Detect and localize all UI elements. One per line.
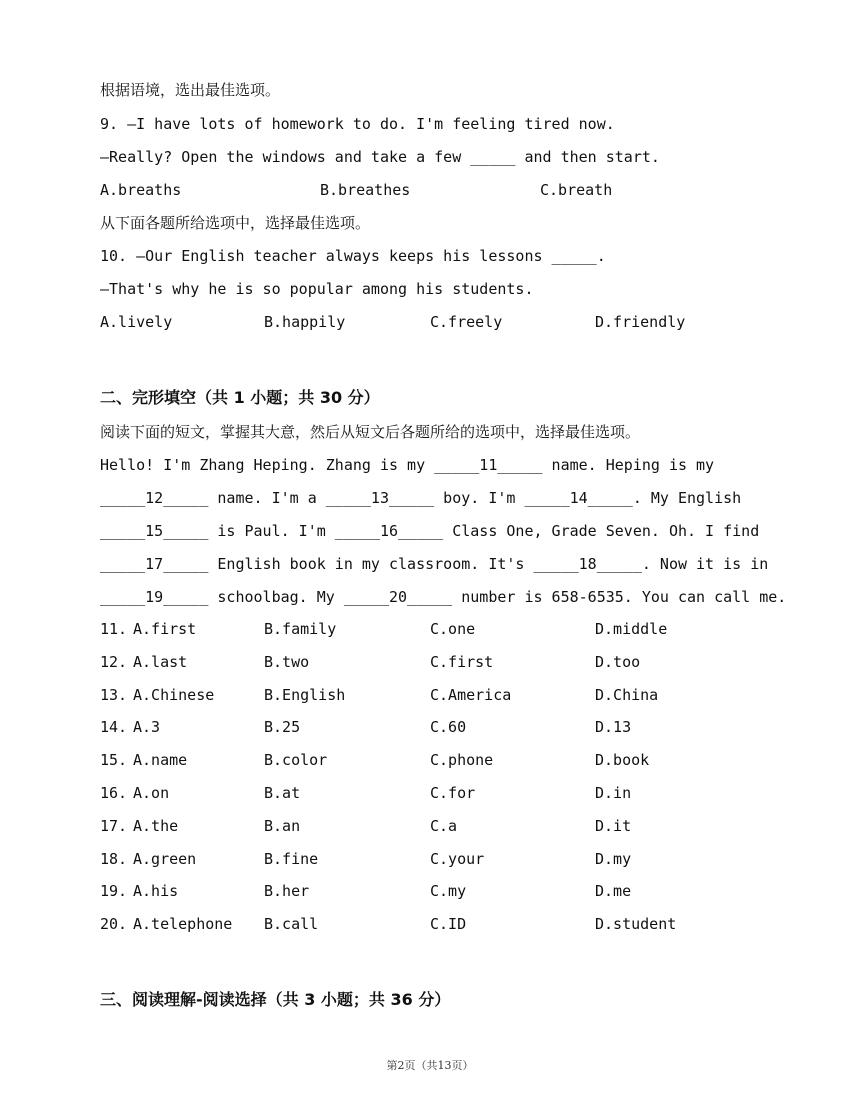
instruction-2: 从下面各题所给选项中，选择最佳选项。 xyxy=(100,214,371,232)
question-option-a: A.his xyxy=(133,882,179,901)
question-option-c: C.phone xyxy=(430,751,494,770)
passage-line: _____12_____ name. I'm a _____13_____ boy. I'm _____14_____. My English xyxy=(100,489,742,507)
question-option-b: B.call xyxy=(264,915,319,934)
passage-line: _____17_____ English book in my classroom. It's _____18_____. Now it is in xyxy=(100,555,769,573)
question-number: 18. xyxy=(100,849,128,868)
question-number: 19. xyxy=(100,882,128,901)
question-number: 12. xyxy=(100,652,128,671)
question-option-a: A.first xyxy=(133,620,197,638)
question-option-b: B.at xyxy=(264,784,301,802)
question-number: 11. xyxy=(100,620,128,638)
q9-stem-line-1: 9. —I have lots of homework to do. I'm feeling tired now. xyxy=(100,115,615,133)
question-option-d: D.too xyxy=(595,652,641,671)
q10-option-b: B.happily xyxy=(264,313,346,331)
question-option-c: C.60 xyxy=(430,718,467,737)
question-option-b: B.25 xyxy=(264,718,301,737)
question-option-d: D.my xyxy=(595,849,632,868)
question-option-a: A.green xyxy=(133,849,197,868)
question-number: 20. xyxy=(100,915,128,934)
question-number: 16. xyxy=(100,784,128,802)
q10-option-d: D.friendly xyxy=(595,313,686,331)
question-option-d: D.middle xyxy=(595,620,668,638)
question-option-c: C.your xyxy=(430,849,485,868)
question-option-c: C.first xyxy=(430,652,494,671)
q9-option-c: C.breath xyxy=(540,181,613,199)
question-option-a: A.3 xyxy=(133,718,161,737)
question-option-c: C.my xyxy=(430,882,467,901)
q9-option-b: B.breathes xyxy=(320,181,411,199)
question-option-c: C.ID xyxy=(430,915,467,934)
question-option-b: B.family xyxy=(264,620,337,638)
passage-line: Hello! I'm Zhang Heping. Zhang is my _____11_____ name. Heping is my xyxy=(100,456,715,474)
q9-option-a: A.breaths xyxy=(100,181,182,199)
q10-option-a: A.lively xyxy=(100,313,173,331)
question-option-b: B.English xyxy=(264,685,346,704)
question-option-b: B.color xyxy=(264,751,328,770)
passage-line: _____19_____ schoolbag. My _____20_____ number is 658-6535. You can call me. xyxy=(100,588,787,606)
question-option-c: C.America xyxy=(430,685,512,704)
q9-stem-line-2: —Really? Open the windows and take a few _____ and then start. xyxy=(100,148,660,166)
instruction-1: 根据语境，选出最佳选项。 xyxy=(100,81,281,99)
q10-option-c: C.freely xyxy=(430,313,503,331)
question-option-a: A.name xyxy=(133,751,188,770)
question-option-d: D.13 xyxy=(595,718,632,737)
q10-stem-line-2: —That's why he is so popular among his students. xyxy=(100,280,534,298)
q10-stem-line-1: 10. —Our English teacher always keeps his lessons _____. xyxy=(100,247,606,265)
question-option-d: D.in xyxy=(595,784,632,802)
question-option-b: B.her xyxy=(264,882,310,901)
question-number: 14. xyxy=(100,718,128,737)
question-option-a: A.the xyxy=(133,816,179,835)
section-3-heading: 三、阅读理解-阅读选择（共 3 小题；共 36 分） xyxy=(100,990,451,1009)
question-number: 13. xyxy=(100,685,128,704)
question-option-b: B.fine xyxy=(264,849,319,868)
question-number: 15. xyxy=(100,751,128,770)
passage-line: _____15_____ is Paul. I'm _____16_____ Class One, Grade Seven. Oh. I find xyxy=(100,522,760,540)
question-option-b: B.an xyxy=(264,816,301,835)
question-number: 17. xyxy=(100,816,128,835)
question-option-d: D.it xyxy=(595,816,632,835)
section-2-heading: 二、完形填空（共 1 小题；共 30 分） xyxy=(100,388,380,407)
question-option-d: D.book xyxy=(595,751,650,770)
question-option-c: C.one xyxy=(430,620,476,638)
question-option-d: D.student xyxy=(595,915,677,934)
page-footer: 第2页（共13页） xyxy=(386,1059,474,1072)
section-2-instruction: 阅读下面的短文，掌握其大意，然后从短文后各题所给的选项中，选择最佳选项。 xyxy=(100,423,641,441)
question-option-a: A.last xyxy=(133,652,188,671)
question-option-d: D.China xyxy=(595,685,659,704)
question-option-c: C.for xyxy=(430,784,476,802)
question-option-b: B.two xyxy=(264,652,310,671)
question-option-d: D.me xyxy=(595,882,632,901)
question-option-a: A.Chinese xyxy=(133,685,215,704)
question-option-a: A.telephone xyxy=(133,915,233,934)
question-option-c: C.a xyxy=(430,816,458,835)
question-option-a: A.on xyxy=(133,784,170,802)
